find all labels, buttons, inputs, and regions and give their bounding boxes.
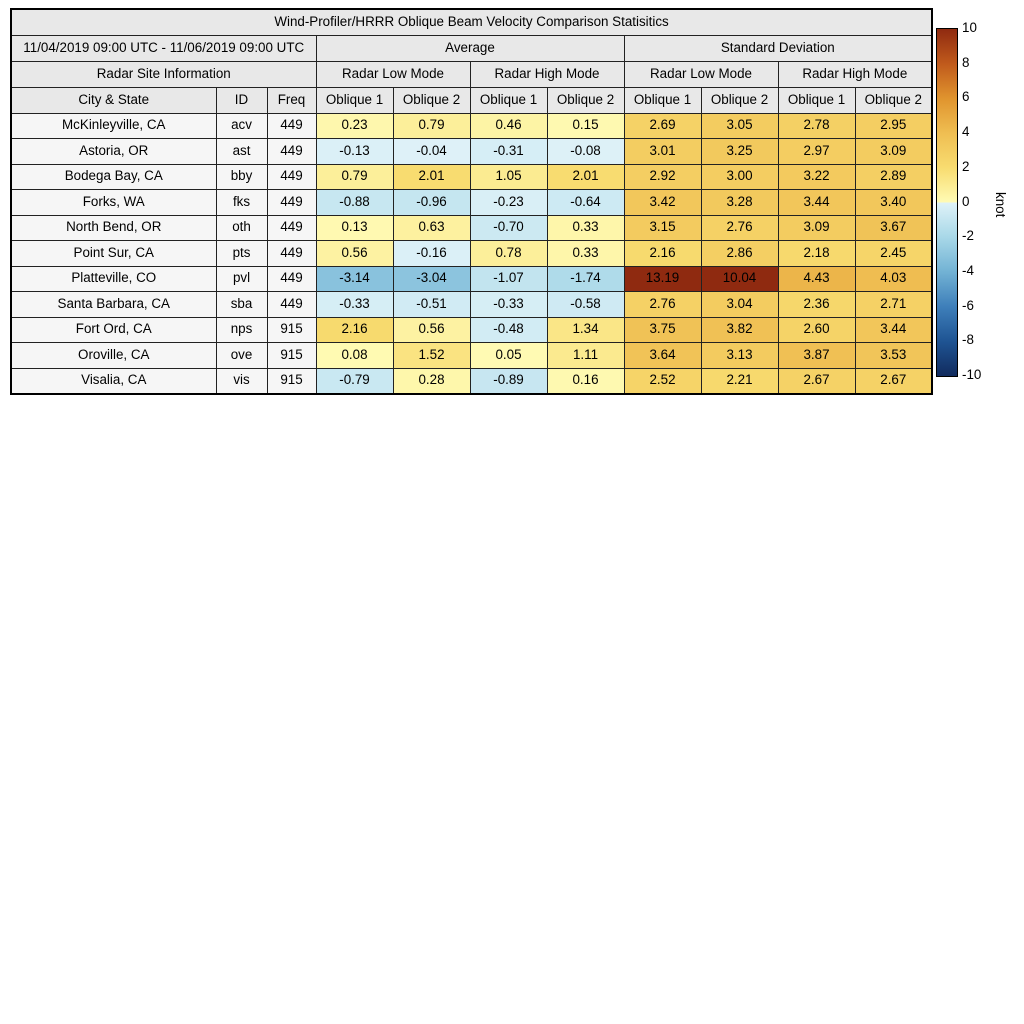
std-value-cell: 2.45 — [855, 241, 932, 267]
avg-value-cell: 0.23 — [316, 113, 393, 139]
avg-value-cell: -0.04 — [393, 139, 470, 165]
site-id-cell: ove — [216, 343, 267, 369]
colorbar-tick-label: -2 — [962, 228, 974, 244]
oblique2-header: Oblique 2 — [855, 87, 932, 113]
std-value-cell: 3.64 — [624, 343, 701, 369]
std-value-cell: 3.05 — [701, 113, 778, 139]
table-row — [11, 266, 932, 292]
oblique1-header: Oblique 1 — [470, 87, 547, 113]
avg-value-cell: -0.79 — [316, 368, 393, 394]
std-value-cell: 2.95 — [855, 113, 932, 139]
avg-value-cell: 2.01 — [393, 164, 470, 190]
std-value-cell: 3.53 — [855, 343, 932, 369]
statistics-table — [10, 8, 933, 395]
city-state-cell: Santa Barbara, CA — [11, 292, 216, 318]
avg-value-cell: -0.08 — [547, 139, 624, 165]
std-value-cell: 3.22 — [778, 164, 855, 190]
avg-value-cell: 0.05 — [470, 343, 547, 369]
avg-value-cell: 0.78 — [470, 241, 547, 267]
freq-cell: 915 — [267, 368, 316, 394]
table-row — [11, 343, 932, 369]
avg-value-cell: -0.13 — [316, 139, 393, 165]
site-id-cell: oth — [216, 215, 267, 241]
figure-title: Wind-Profiler/HRRR Oblique Beam Velocity Comparison Statisitics — [11, 9, 932, 35]
std-value-cell: 2.86 — [701, 241, 778, 267]
table-row — [11, 292, 932, 318]
site-id-cell: nps — [216, 317, 267, 343]
avg-value-cell: 0.08 — [316, 343, 393, 369]
site-id-cell: acv — [216, 113, 267, 139]
colorbar-tick-label: -6 — [962, 297, 974, 313]
site-id-cell: bby — [216, 164, 267, 190]
avg-value-cell: 0.28 — [393, 368, 470, 394]
avg-value-cell: -1.07 — [470, 266, 547, 292]
mode-header-row — [11, 61, 932, 87]
std-value-cell: 3.40 — [855, 190, 932, 216]
avg-value-cell: 0.46 — [470, 113, 547, 139]
std-value-cell: 3.00 — [701, 164, 778, 190]
avg-value-cell: 1.34 — [547, 317, 624, 343]
city-state-cell: Oroville, CA — [11, 343, 216, 369]
site-id-cell: sba — [216, 292, 267, 318]
site-id-cell: fks — [216, 190, 267, 216]
table-body — [11, 113, 932, 394]
std-value-cell: 3.42 — [624, 190, 701, 216]
table-row — [11, 113, 932, 139]
std-value-cell: 2.69 — [624, 113, 701, 139]
city-state-cell: Point Sur, CA — [11, 241, 216, 267]
std-value-cell: 3.09 — [855, 139, 932, 165]
std-value-cell: 3.04 — [701, 292, 778, 318]
avg-value-cell: 0.79 — [393, 113, 470, 139]
colorbar-tick-label: 4 — [962, 124, 970, 140]
oblique2-header: Oblique 2 — [547, 87, 624, 113]
city-state-cell: Astoria, OR — [11, 139, 216, 165]
colorbar-tick-label: 6 — [962, 89, 970, 105]
group-std-deviation: Standard Deviation — [624, 35, 932, 61]
avg-value-cell: -0.70 — [470, 215, 547, 241]
avg-value-cell: -0.64 — [547, 190, 624, 216]
freq-cell: 449 — [267, 215, 316, 241]
std-value-cell: 3.13 — [701, 343, 778, 369]
site-info-header: Radar Site Information — [11, 61, 316, 87]
freq-cell: 915 — [267, 343, 316, 369]
freq-cell: 449 — [267, 113, 316, 139]
colorbar-tick-label: 0 — [962, 193, 970, 209]
freq-cell: 449 — [267, 266, 316, 292]
colorbar-tick-label: 8 — [962, 54, 970, 70]
freq-cell: 449 — [267, 164, 316, 190]
group-header-row — [11, 35, 932, 61]
avg-value-cell: -0.96 — [393, 190, 470, 216]
table-row — [11, 241, 932, 267]
std-value-cell: 3.28 — [701, 190, 778, 216]
avg-value-cell: -0.33 — [470, 292, 547, 318]
std-value-cell: 2.89 — [855, 164, 932, 190]
avg-value-cell: 0.56 — [393, 317, 470, 343]
std-value-cell: 3.15 — [624, 215, 701, 241]
std-value-cell: 3.44 — [778, 190, 855, 216]
freq-cell: 449 — [267, 241, 316, 267]
avg-value-cell: 2.16 — [316, 317, 393, 343]
std-value-cell: 2.21 — [701, 368, 778, 394]
avg-value-cell: 2.01 — [547, 164, 624, 190]
avg-value-cell: -0.51 — [393, 292, 470, 318]
city-state-cell: Forks, WA — [11, 190, 216, 216]
site-id-cell: vis — [216, 368, 267, 394]
avg-value-cell: 0.56 — [316, 241, 393, 267]
table-row — [11, 139, 932, 165]
std-value-cell: 3.75 — [624, 317, 701, 343]
city-state-header: City & State — [11, 87, 216, 113]
group-average: Average — [316, 35, 624, 61]
avg-value-cell: -0.31 — [470, 139, 547, 165]
city-state-cell: Visalia, CA — [11, 368, 216, 394]
avg-value-cell: 0.15 — [547, 113, 624, 139]
std-value-cell: 2.52 — [624, 368, 701, 394]
std-value-cell: 10.04 — [701, 266, 778, 292]
city-state-cell: Bodega Bay, CA — [11, 164, 216, 190]
std-value-cell: 3.09 — [778, 215, 855, 241]
avg-value-cell: -0.16 — [393, 241, 470, 267]
city-state-cell: Platteville, CO — [11, 266, 216, 292]
freq-header: Freq — [267, 87, 316, 113]
date-range: 11/04/2019 09:00 UTC - 11/06/2019 09:00 UTC — [11, 35, 316, 61]
freq-cell: 449 — [267, 139, 316, 165]
avg-low-mode-header: Radar Low Mode — [316, 61, 470, 87]
avg-value-cell: 1.11 — [547, 343, 624, 369]
site-id-cell: pvl — [216, 266, 267, 292]
avg-value-cell: 0.79 — [316, 164, 393, 190]
avg-value-cell: 0.33 — [547, 215, 624, 241]
id-header: ID — [216, 87, 267, 113]
std-high-mode-header: Radar High Mode — [778, 61, 932, 87]
std-value-cell: 13.19 — [624, 266, 701, 292]
std-value-cell: 2.60 — [778, 317, 855, 343]
freq-cell: 449 — [267, 190, 316, 216]
table-row — [11, 317, 932, 343]
std-value-cell: 2.76 — [701, 215, 778, 241]
colorbar-tick-label: 10 — [962, 20, 977, 35]
avg-value-cell: -0.33 — [316, 292, 393, 318]
avg-value-cell: -3.14 — [316, 266, 393, 292]
avg-value-cell: -0.48 — [470, 317, 547, 343]
colorbar-tick-label: -8 — [962, 332, 974, 348]
std-value-cell: 3.01 — [624, 139, 701, 165]
std-value-cell: 3.87 — [778, 343, 855, 369]
colorbar-gradient — [936, 28, 958, 377]
avg-value-cell: 0.33 — [547, 241, 624, 267]
colorbar-tick-label: -10 — [962, 367, 982, 382]
oblique1-header: Oblique 1 — [778, 87, 855, 113]
std-value-cell: 4.03 — [855, 266, 932, 292]
freq-cell: 449 — [267, 292, 316, 318]
oblique1-header: Oblique 1 — [624, 87, 701, 113]
avg-value-cell: -0.89 — [470, 368, 547, 394]
std-value-cell: 2.36 — [778, 292, 855, 318]
std-value-cell: 3.67 — [855, 215, 932, 241]
colorbar-tick-label: -4 — [962, 262, 974, 278]
std-value-cell: 2.18 — [778, 241, 855, 267]
std-value-cell: 2.67 — [778, 368, 855, 394]
std-value-cell: 3.25 — [701, 139, 778, 165]
colorbar-unit-label: knot — [993, 192, 1008, 218]
avg-value-cell: -0.23 — [470, 190, 547, 216]
column-header-row — [11, 87, 932, 113]
std-value-cell: 2.71 — [855, 292, 932, 318]
city-state-cell: Fort Ord, CA — [11, 317, 216, 343]
avg-value-cell: -3.04 — [393, 266, 470, 292]
std-value-cell: 3.44 — [855, 317, 932, 343]
std-value-cell: 2.78 — [778, 113, 855, 139]
avg-high-mode-header: Radar High Mode — [470, 61, 624, 87]
std-value-cell: 2.67 — [855, 368, 932, 394]
table-row — [11, 368, 932, 394]
oblique1-header: Oblique 1 — [316, 87, 393, 113]
avg-value-cell: 0.13 — [316, 215, 393, 241]
std-value-cell: 3.82 — [701, 317, 778, 343]
title-row — [11, 9, 932, 35]
oblique2-header: Oblique 2 — [393, 87, 470, 113]
city-state-cell: North Bend, OR — [11, 215, 216, 241]
avg-value-cell: -0.58 — [547, 292, 624, 318]
std-value-cell: 2.97 — [778, 139, 855, 165]
std-value-cell: 2.16 — [624, 241, 701, 267]
table-row — [11, 190, 932, 216]
oblique2-header: Oblique 2 — [701, 87, 778, 113]
std-value-cell: 2.92 — [624, 164, 701, 190]
avg-value-cell: -1.74 — [547, 266, 624, 292]
site-id-cell: ast — [216, 139, 267, 165]
std-value-cell: 4.43 — [778, 266, 855, 292]
colorbar-tick-label: 2 — [962, 158, 970, 174]
avg-value-cell: 1.05 — [470, 164, 547, 190]
avg-value-cell: -0.88 — [316, 190, 393, 216]
city-state-cell: McKinleyville, CA — [11, 113, 216, 139]
site-id-cell: pts — [216, 241, 267, 267]
avg-value-cell: 0.16 — [547, 368, 624, 394]
statistics-table-wrap — [10, 8, 933, 395]
table-row — [11, 215, 932, 241]
std-value-cell: 2.76 — [624, 292, 701, 318]
table-row — [11, 164, 932, 190]
avg-value-cell: 0.63 — [393, 215, 470, 241]
freq-cell: 915 — [267, 317, 316, 343]
std-low-mode-header: Radar Low Mode — [624, 61, 778, 87]
avg-value-cell: 1.52 — [393, 343, 470, 369]
